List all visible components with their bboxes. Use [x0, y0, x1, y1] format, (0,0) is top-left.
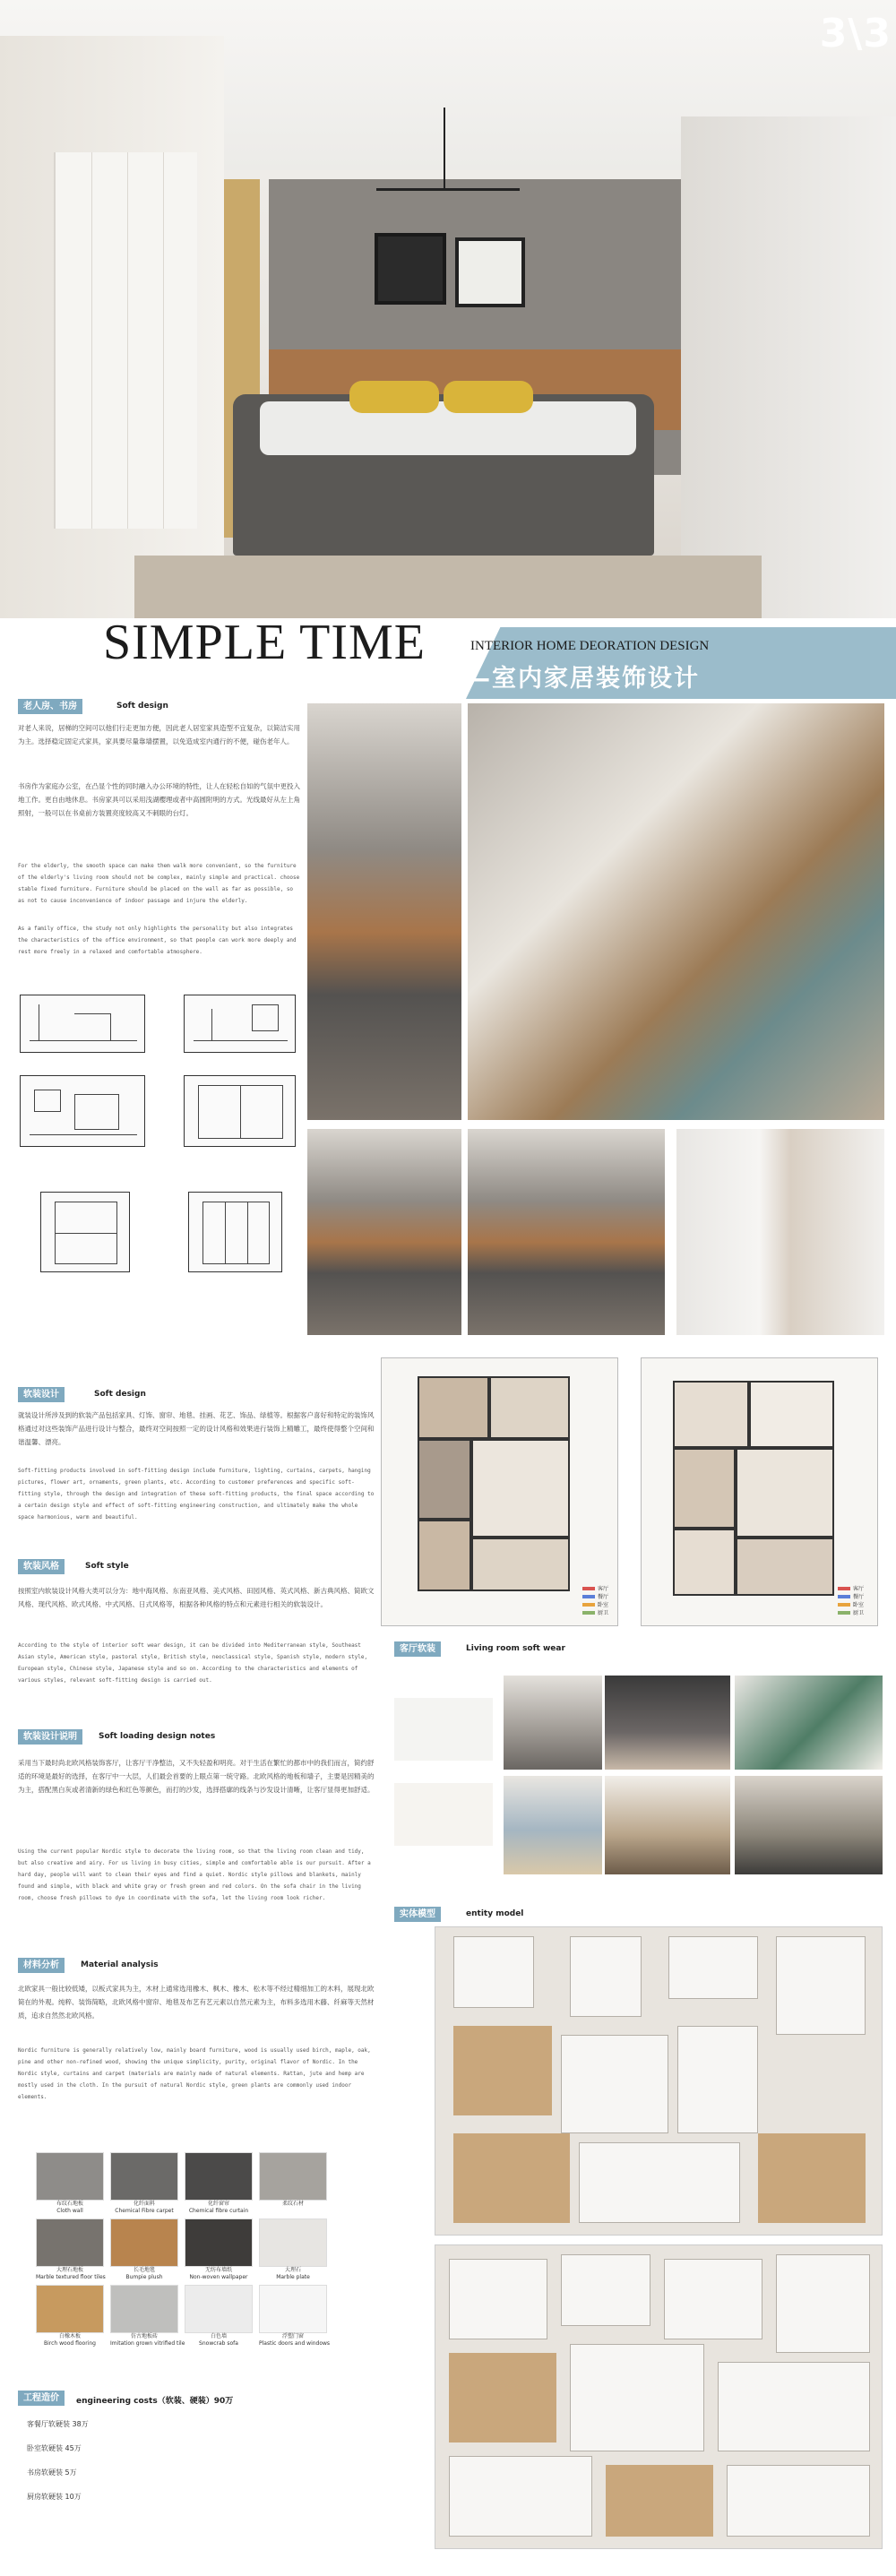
material-swatch — [110, 2152, 178, 2201]
material-swatch — [259, 2218, 327, 2267]
paragraph-soft-style-cn: 按照室内软装设计风格大类可以分为：地中海风格、东南亚风格、美式风格、田园风格、英式风格、新古典风格、简欧文风格、现代风格、欧式风格、中式风格、日式风格等，根据各种风格的特点和元素进行相关的软装设计。 — [18, 1587, 375, 1608]
section-drawing-1 — [40, 1192, 130, 1272]
material-swatch-item — [110, 2218, 178, 2281]
material-swatch-item — [36, 2152, 104, 2215]
section-en-material: Material analysis — [81, 1960, 159, 1969]
section-tag-elderly: 老人房、书房 — [18, 699, 82, 714]
section-en-design-notes: Soft loading design notes — [99, 1732, 216, 1741]
material-label-cn: 布纹石地板 — [56, 2201, 83, 2207]
material-swatch — [36, 2285, 104, 2333]
material-swatch — [185, 2152, 253, 2201]
material-label-en: Cloth wall — [56, 2208, 83, 2214]
legend-item — [582, 1592, 608, 1600]
elevation-drawing-3 — [20, 1075, 145, 1147]
elevation-drawing-2 — [184, 995, 296, 1053]
material-label-cn: 大理石 — [284, 2267, 301, 2273]
section-tag-living-room: 客厅软装 — [394, 1641, 441, 1657]
legend-swatch — [838, 1595, 850, 1598]
title-english: INTERIOR HOME DEORATION DESIGN — [470, 639, 710, 653]
material-label-en: Imitation grown vitrified tile — [110, 2340, 185, 2347]
hero-pendant-rod — [444, 108, 445, 188]
section-en-entity-model: entity model — [466, 1909, 524, 1918]
title-main: SIMPLE TIME — [103, 615, 426, 670]
plan-legend-right — [838, 1584, 864, 1616]
hero-wall-art-right — [455, 237, 525, 307]
section-tag-cost: 工程造价 — [18, 2391, 65, 2406]
elevation-drawing-4 — [184, 1075, 296, 1147]
paragraph-soft-design-en: Soft-fitting products involved in soft-fitting design include furniture, lighting, curtains, carpets, hanging pictures, flower art, ornaments, green plants, etc. According to customer preferences and specific soft-fitting style, through the design and integration of these soft-fitting products, the final space according to a certain design style and effect of soft-fitting engineering construction, and ultimately make the whole space harmonious, warm and beautiful. — [18, 1468, 375, 1521]
legend-label: 餐厅 — [853, 1594, 865, 1600]
legend-swatch — [582, 1603, 595, 1607]
moodboard-chandelier — [394, 1698, 493, 1761]
material-swatch — [185, 2218, 253, 2267]
section-en-soft-style: Soft style — [85, 1562, 129, 1571]
paragraph-elderly-en-2: As a family office, the study not only highlights the personality but also integrates the characteristics of the office environment, so that people can work more deeply and rest more freely in a relaxed and comfortable atmosphere. — [18, 926, 297, 955]
section-en-cost: engineering costs（软装、硬装）90万 — [76, 2397, 234, 2406]
moodboard-vases — [605, 1676, 730, 1770]
section-tag-soft-style: 软装风格 — [18, 1559, 65, 1574]
material-swatch-item — [110, 2285, 185, 2348]
material-label-en: Chemical Fibre carpet — [115, 2208, 174, 2214]
paragraph-design-notes-cn: 采用当下最时尚北欧风格装饰客厅，让客厅干净整洁，又不失轻盈和明亮。对于生活在繁忙的都市中的我们而言，简约舒适的环境是最好的选择，在客厅中一大层，人们最会首要的上眼点第一统守路。北欧风格的地板和墙子，主要是因精美的为主，搭配黑白灰或者清新的绿色和红色等颜色，而打的沙发，选择搭廓的线条与沙发设计清晰，让客厅显得更加舒适。 — [18, 1759, 375, 1794]
material-swatch — [36, 2152, 104, 2201]
legend-item — [838, 1600, 864, 1608]
section-tag-entity-model: 实体模型 — [394, 1907, 441, 1922]
material-swatch-item — [259, 2218, 327, 2281]
legend-swatch — [838, 1587, 850, 1590]
material-swatch — [110, 2218, 178, 2267]
material-swatch — [259, 2152, 327, 2201]
paragraph-soft-style-en: According to the style of interior soft wear design, it can be divided into Mediterranean style, Southeast Asian style, American style, pastoral style, British style, neoclassical style, Spanish style, modern style, European style, Chinese style, Japanese style and so on. According to the characteristics and elements of various styles, relevant soft-fitting design is carried out. — [18, 1642, 368, 1684]
legend-label: 客厅 — [598, 1586, 609, 1592]
paragraph-elderly-en-1: For the elderly, the smooth space can make them walk more convenient, so the furniture of the elderly's living room should not be complex, mainly simple and practical. choose stable fixed furniture. Furniture should be placed on the wall as far as possible, so as not to cause inconvenience of indoor passage and injure the elderly. — [18, 863, 300, 904]
hero-wall-art-left — [375, 233, 446, 305]
material-label-en: Birch wood flooring — [44, 2340, 96, 2347]
material-swatch — [259, 2285, 327, 2333]
legend-label: 厨卫 — [853, 1610, 865, 1616]
photo-elderly-bedroom — [307, 703, 461, 1120]
cost-item: 书房软硬装 5万 — [27, 2468, 77, 2477]
hero-bedroom-render — [0, 0, 896, 618]
hero-wardrobe — [54, 152, 197, 529]
page-number: 3\3 — [819, 11, 892, 56]
hero-pillow-left — [349, 381, 439, 413]
legend-label: 卧室 — [598, 1602, 609, 1608]
cost-item: 卧室软硬装 45万 — [27, 2444, 82, 2452]
paragraph-design-notes-en: Using the current popular Nordic style to decorate the living room, so that the living room clean and tidy, but also creative and airy. For us living in busy cities, simple and comfortable able is our pursuit. After a hard day, people will want to clean their eyes and find a quiet. Nordic style pillows and blankets, mainly found and simple, with black and white gray or fresh green and red colors. On the sofa chair in the living room, choose fresh pillows to dye in coordinate with the sofa, let the living room look richer. — [18, 1848, 371, 1901]
legend-item — [582, 1584, 608, 1592]
material-swatch — [185, 2285, 253, 2333]
moodboard-living-render — [504, 1776, 602, 1874]
material-swatch-grid — [36, 2152, 331, 2348]
moodboard-coffee-table — [735, 1776, 883, 1874]
material-label-cn: 柔纹石材 — [281, 2201, 304, 2207]
photo-walk-in-closet — [676, 1129, 884, 1335]
legend-label: 厨卫 — [598, 1610, 609, 1616]
material-label-cn: 白橡木板 — [58, 2333, 81, 2339]
material-label-en: Non-woven wallpaper — [189, 2274, 248, 2280]
section-drawing-2 — [188, 1192, 282, 1272]
material-swatch-item — [185, 2152, 253, 2215]
material-swatch-item — [36, 2285, 104, 2348]
legend-item — [838, 1608, 864, 1616]
material-swatch-item — [185, 2218, 253, 2281]
hero-right-wardrobe — [681, 116, 896, 618]
photo-bedroom-2 — [307, 1129, 461, 1335]
hero-rug — [134, 556, 762, 618]
material-label-cn: 白色墙 — [210, 2333, 227, 2339]
paragraph-soft-design-cn: 就装设计所涉及到的软装产品包括家具、灯饰、窗帘、地毯、挂画、花艺、饰品、绿植等。根据客户喜好和特定的装饰风格通过对这些装饰产品进行设计与整合，最终对空间按照一定的设计风格和效果进行装饰上精雕工，最终使得整个空间和谐温馨、漂亮。 — [18, 1411, 375, 1446]
paragraph-material-cn: 北欧家具一般比较低矮，以板式家具为主，木材上通常选用橡木、枫木、橡木、松木等不经过精细加工的木料，展现北欧简在的外观。纯粹、装饰简略，北欧风格中窗帘、地毯及布艺有艺元素以自然元素为主，布料多选用木藤、纤麻等天然材质，追求自然然北欧风格。 — [18, 1985, 375, 2020]
legend-swatch — [582, 1587, 595, 1590]
moodboard-wall-decor — [394, 1783, 493, 1846]
model-photo-top-view — [435, 1926, 883, 2236]
paragraph-elderly-cn-1: 对老人来说，居梯的空间可以他们行走更加方便，因此老人居室家具造型不宜复杂，以简洁实用为主。选择稳定固定式家具，家具要尽量靠墙摆置，以免造成室内通行的不便，碰伤老年人。 — [18, 724, 300, 745]
material-label-en: Marble plate — [276, 2274, 310, 2280]
moodboard-armchair — [735, 1676, 883, 1770]
material-label-cn: 无纺布墙纸 — [204, 2267, 232, 2273]
section-en-living-room: Living room soft wear — [466, 1644, 565, 1653]
cost-item: 厨房软硬装 10万 — [27, 2493, 82, 2501]
elevation-drawing-1 — [20, 995, 145, 1053]
material-swatch-item — [259, 2285, 331, 2348]
material-label-cn: 浮塑门窗 — [281, 2333, 304, 2339]
cost-item: 客餐厅软硬装 38万 — [27, 2420, 89, 2428]
material-label-cn: 仿古地板砖 — [130, 2333, 158, 2339]
material-label-en — [259, 2208, 327, 2215]
material-label-cn: 大理石地板 — [56, 2267, 83, 2273]
section-tag-design-notes: 软装设计说明 — [18, 1729, 82, 1745]
hero-pillow-right — [444, 381, 533, 413]
model-photo-perspective — [435, 2244, 883, 2549]
title-chinese: 简适时光——室内家居装饰设计 — [336, 665, 700, 693]
plan-legend-left — [582, 1584, 608, 1616]
legend-swatch — [838, 1603, 850, 1607]
section-tag-soft-design: 软装设计 — [18, 1387, 65, 1402]
material-swatch-item — [110, 2152, 178, 2215]
legend-swatch — [582, 1595, 595, 1598]
photo-study-room — [468, 703, 884, 1120]
section-en-elderly: Soft design — [116, 702, 168, 711]
material-label-en: Marble textured floor tiles — [36, 2274, 106, 2280]
material-swatch — [110, 2285, 178, 2333]
photo-bedroom-3 — [468, 1129, 665, 1335]
legend-swatch — [838, 1611, 850, 1615]
legend-label: 客厅 — [853, 1586, 865, 1592]
legend-label: 卧室 — [853, 1602, 865, 1608]
section-en-soft-design: Soft design — [94, 1390, 146, 1399]
legend-item — [838, 1592, 864, 1600]
material-label-cn: 化纤面料 — [133, 2201, 155, 2207]
legend-label: 餐厅 — [598, 1594, 609, 1600]
material-label-cn: 长毛地毯 — [133, 2267, 155, 2273]
material-label-en: Snowcrab sofa — [199, 2340, 238, 2347]
section-tag-material: 材料分析 — [18, 1958, 65, 1973]
material-label-en: Chemical fibre curtain — [188, 2208, 249, 2214]
moodboard-side-table — [605, 1776, 730, 1874]
material-label-en: Plastic doors and windows — [259, 2340, 331, 2347]
material-swatch — [36, 2218, 104, 2267]
legend-swatch — [582, 1611, 595, 1615]
paragraph-elderly-cn-2: 书房作为家庭办公室，在凸显个性的同时融入办公环境的特性，让人在轻松自如的气氛中更投入地工作。更自由地休息。书房家具可以采用浅湖樱理或者中高圆附明的方式。光线最好从左上角照射，一般可以在书桌前方装置亮度较高又不刺眼的台灯。 — [18, 782, 300, 817]
material-label-cn: 化纤窗帘 — [207, 2201, 229, 2207]
paragraph-material-en: Nordic furniture is generally relatively low, mainly board furniture, wood is usually used birch, maple, oak, pine and other non-refined wood, showing the unique simplicity, purity, original flavor of Nordic. In the Nordic style, curtains and carpet (materials are mainly made of natural elements. Rattan, jute and hemp are mostly used in the cloth. In the pursuit of natural Nordic style, green plants are commonly used indoor elements. — [18, 2047, 371, 2100]
material-swatch-item — [36, 2218, 104, 2281]
legend-item — [838, 1584, 864, 1592]
hero-pendant-lamp — [376, 188, 520, 191]
material-swatch-item — [259, 2152, 327, 2215]
material-swatch-item — [185, 2285, 253, 2348]
moodboard-sofa — [504, 1676, 602, 1770]
legend-item — [582, 1608, 608, 1616]
material-label-en: Bumpie plush — [125, 2274, 163, 2280]
legend-item — [582, 1600, 608, 1608]
